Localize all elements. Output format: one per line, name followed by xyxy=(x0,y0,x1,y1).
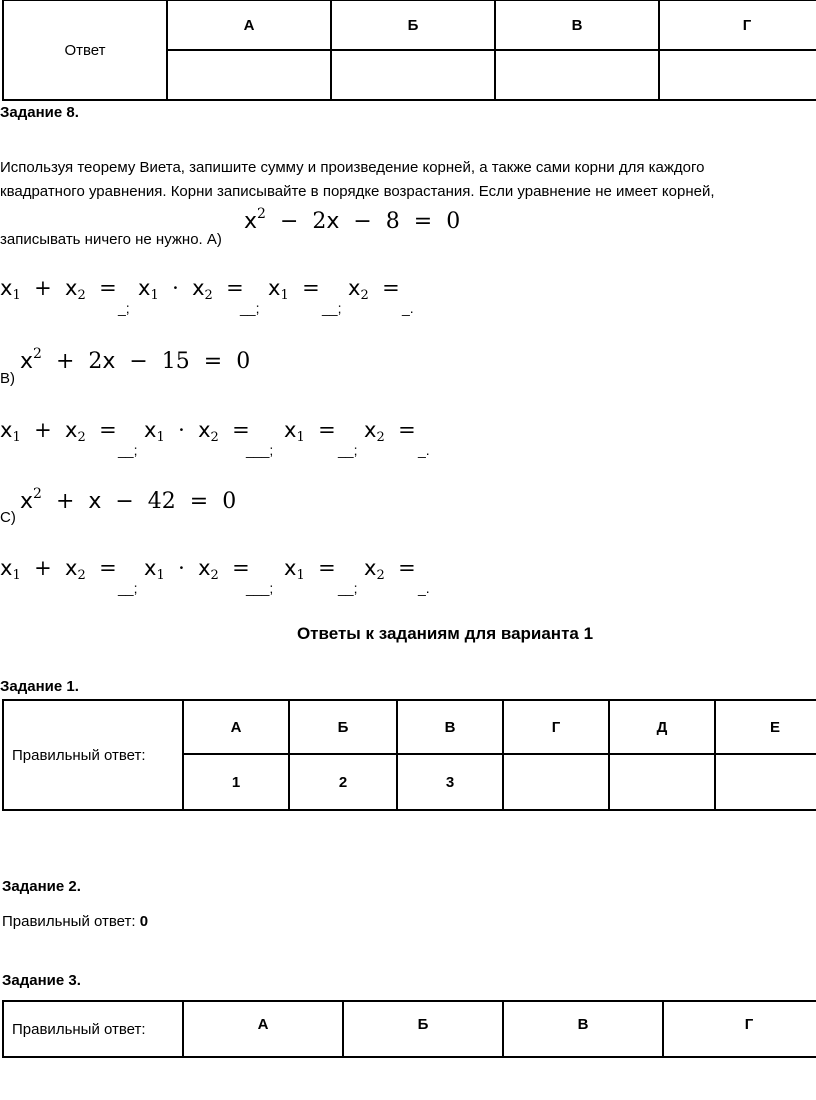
answer-cell[interactable] xyxy=(659,50,816,100)
answer1-label: Правильный ответ: xyxy=(3,700,183,810)
table-header-cell: А xyxy=(183,700,289,754)
blank-sum-c[interactable]: __; xyxy=(118,580,138,596)
answer-value-cell: 3 xyxy=(397,754,503,810)
answer-value-cell xyxy=(609,754,715,810)
answer1-table xyxy=(2,699,816,811)
equation-b: $x^2 + 2x - 15 = 0$ xyxy=(20,346,251,374)
vieta-x1-b: $x_1$ = xyxy=(284,418,343,445)
task8-title: Задание 8. xyxy=(0,104,79,121)
answer1-title: Задание 1. xyxy=(0,678,79,695)
table-header-cell: В xyxy=(503,1001,663,1057)
blank-x2-b[interactable]: _. xyxy=(418,442,430,458)
blank-x1-c[interactable]: __; xyxy=(338,580,358,596)
table-header-cell: Б xyxy=(343,1001,503,1057)
blank-sum-a[interactable]: _; xyxy=(118,300,130,316)
table-header-cell: Г xyxy=(503,700,609,754)
vieta-x2-b: $x_2$ = xyxy=(364,418,423,445)
task8-text-line2: квадратного уравнения. Корни записывайте в порядке возрастания. Если уравнение не имеет корней, xyxy=(0,183,715,200)
blank-sum-b[interactable]: __; xyxy=(118,442,138,458)
vieta-x2-a: $x_2$ = xyxy=(348,276,407,303)
blank-x1-b[interactable]: __; xyxy=(338,442,358,458)
answer3-title: Задание 3. xyxy=(2,972,81,989)
blank-product-c[interactable]: ___; xyxy=(246,580,274,596)
table-header-cell: Б xyxy=(331,0,495,50)
vieta-x1-a: $x_1$ = xyxy=(268,276,327,303)
answer2-label: Правильный ответ: xyxy=(2,913,140,930)
answer-value-cell: 2 xyxy=(289,754,397,810)
answer2-line xyxy=(2,911,148,932)
table-header-cell: Е xyxy=(715,700,816,754)
table-header-cell: Г xyxy=(659,0,816,50)
answer-cell[interactable] xyxy=(167,50,331,100)
answer2-title: Задание 2. xyxy=(2,878,81,895)
top-answer-table xyxy=(2,0,816,101)
blank-x2-c[interactable]: _. xyxy=(418,580,430,596)
vieta-x2-c: $x_2$ = xyxy=(364,556,423,583)
table-header-cell: Б xyxy=(289,700,397,754)
answer3-table xyxy=(2,1000,816,1058)
table-header-cell: В xyxy=(397,700,503,754)
task8-text-line1: Используя теорему Виета, запишите сумму и произведение корней, а также сами корни для каждого xyxy=(0,159,705,176)
table-header-cell: Д xyxy=(609,700,715,754)
answer-value-cell xyxy=(715,754,816,810)
vieta-x1-c: $x_1$ = xyxy=(284,556,343,583)
answer-value-cell: 1 xyxy=(183,754,289,810)
blank-x2-a[interactable]: _. xyxy=(402,300,414,316)
answer2-value: 0 xyxy=(139,913,149,930)
equation-c: $x^2 + x - 42 = 0$ xyxy=(20,486,237,514)
blank-product-b[interactable]: ___; xyxy=(246,442,274,458)
answer-cell[interactable] xyxy=(331,50,495,100)
equation-a: $x^2 - 2x - 8 = 0$ xyxy=(244,206,461,234)
answer-value-cell xyxy=(503,754,609,810)
label-b: В) xyxy=(0,370,15,387)
answer-label: Ответ xyxy=(3,0,167,100)
table-header-cell: А xyxy=(167,0,331,50)
label-c: С) xyxy=(0,509,16,526)
vieta-line-a: $x_1 + x_2$ = xyxy=(0,276,124,303)
blank-x1-a[interactable]: __; xyxy=(322,300,342,316)
vieta-line-c: $x_1 + x_2$ = xyxy=(0,556,124,583)
table-header-cell: В xyxy=(495,0,659,50)
table-header-cell: Г xyxy=(663,1001,816,1057)
task8-text-line3: записывать ничего не нужно. А) xyxy=(0,231,222,248)
vieta-product-c: $x_1 \cdot x_2$ = xyxy=(144,556,257,583)
answer-cell[interactable] xyxy=(495,50,659,100)
answer3-label: Правильный ответ: xyxy=(3,1001,183,1057)
vieta-product-b: $x_1 \cdot x_2$ = xyxy=(144,418,257,445)
blank-product-a[interactable]: __; xyxy=(240,300,260,316)
vieta-product-a: $x_1 \cdot x_2$ = xyxy=(138,276,251,303)
answers-heading: Ответы к заданиям для варианта 1 xyxy=(296,624,594,643)
vieta-line-b: $x_1 + x_2$ = xyxy=(0,418,124,445)
table-header-cell: А xyxy=(183,1001,343,1057)
